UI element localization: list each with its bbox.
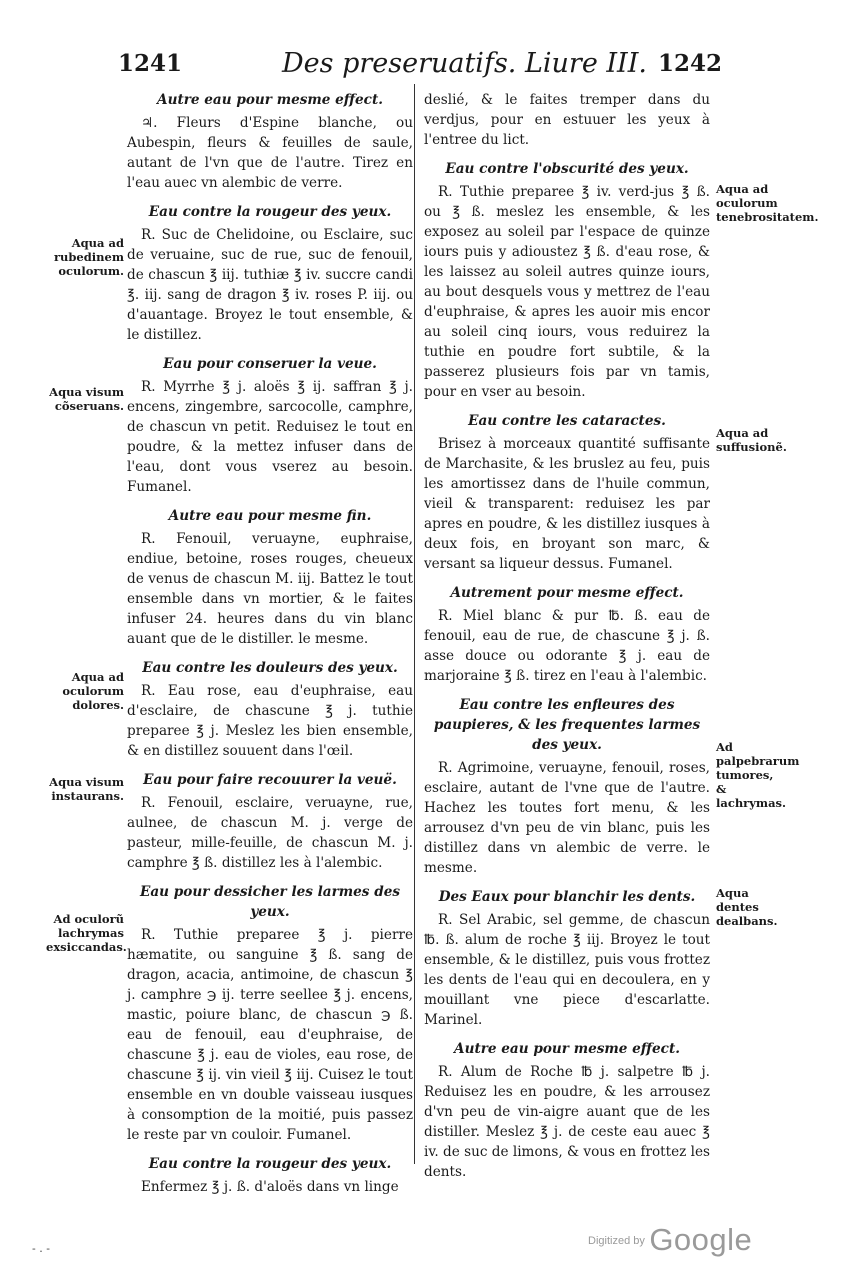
section-text: R. Suc de Chelidoine, ou Esclaire, suc de veruaine, suc de rue, suc de fenouil, de chascun ℥ iij. tuthiæ ℥ iv. succre candi ℥. iij. sang de dragon ℥ iv. roses P. iij. ou d'auantage. Broyez le tout ensemble, & le distillez. (127, 227, 413, 343)
margin-note-right: Ad palpebrarum tumores, & lachrymas. (716, 740, 800, 810)
page-number-left: 1241 (118, 50, 183, 77)
section-heading: Des Eaux pour blanchir les dents. (438, 889, 696, 905)
section-text: R. Fenouil, esclaire, veruayne, rue, aulnee, de chascun M. j. verge de pasteur, mille-feuille, de chascun M. j. camphre ℥ ß. distillez les à l'alembic. (127, 795, 413, 871)
section-text: R. Alum de Roche ℔ j. salpetre ℔ j. Reduisez les en poudre, & les arrousez d'vn peu de vin-aigre auant que de les distiller. Meslez ℥ j. de ceste eau auec ℥ iv. de suc de limons, & vous en frottez les dents. (424, 1064, 710, 1180)
section-text: Enfermez ℥ j. ß. d'aloës dans vn linge (141, 1179, 399, 1195)
section-heading: Eau contre les enfleures des paupieres, & les frequentes larmes des yeux. (433, 697, 701, 753)
section-heading: Autre eau pour mesme effect. (157, 92, 383, 108)
section (424, 583, 710, 686)
watermark-small-text: Digitized by (588, 1235, 645, 1247)
section (127, 354, 413, 497)
margin-note-left: Ad oculorũ lachrymas exsiccandas. (46, 912, 127, 954)
section-continuation (424, 90, 710, 150)
section-heading: Autre eau pour mesme fin. (168, 508, 372, 524)
section (424, 411, 710, 574)
section (127, 506, 413, 649)
margin-note-left: Aqua ad rubedinem oculorum. (53, 236, 124, 278)
section-heading: Eau pour conseruer la veue. (163, 356, 377, 372)
section-heading: Eau pour dessicher les larmes des yeux. (139, 884, 401, 920)
section-text: deslié, & le faites tremper dans du verdjus, pour en estuuer les yeux à l'entree du lict. (424, 92, 710, 148)
margin-note-left: Aqua ad oculorum dolores. (62, 670, 124, 712)
section-heading: Autrement pour mesme effect. (450, 585, 684, 601)
running-title: Des preseruatifs. Liure III. (282, 48, 647, 79)
section-text: R. Eau rose, eau d'euphraise, eau d'esclaire, de chascune ℥ j. tuthie preparee ℥ j. Meslez les bien ensemble, & en distillez souuent dans l'œil. (127, 683, 413, 759)
right-column (424, 90, 710, 1191)
section-text: R. Tuthie preparee ℥ iv. verd-jus ℥ ß. ou ℥ ß. meslez les ensemble, & les exposez au soleil par l'espace de quinze iours puis y adioustez ℥ ß. d'eau rose, & les laissez au soleil autres quinze iours, au bout desquels vous y mettrez de l'eau d'euphraise, & apres les auoir mis encor au soleil cinq iours, vous reduirez la tuthie en poudre fort subtile, & la passerez plusieurs fois par vn tamis, pour en vser au besoin. (424, 184, 710, 400)
section (127, 202, 413, 345)
section (424, 887, 710, 1030)
footer-mark: - . - (32, 1242, 50, 1255)
section-text: R. Fenouil, veruayne, euphraise, endiue, betoine, roses rouges, cheueux de venus de chascun M. iij. Battez le tout ensemble dans vn mortier, & le faites infuser 24. heures dans du vin blanc auant que de le distiller. le mesme. (127, 531, 413, 647)
digitized-watermark (588, 1222, 752, 1258)
section (424, 1039, 710, 1182)
margin-note-right: Aqua ad suffusionẽ. (716, 426, 787, 454)
section-heading: Eau contre la rougeur des yeux. (148, 204, 392, 220)
section-heading: Eau contre les douleurs des yeux. (142, 660, 398, 676)
section (127, 90, 413, 193)
section (127, 1154, 413, 1197)
section-text: R. Myrrhe ℥ j. aloës ℥ ij. saffran ℥ j. encens, zingembre, sarcocolle, camphre, de chascun vn petit. Reduisez le tout en poudre, & la mettez infuser dans de l'eau, dont vous vserez au besoin. Fumanel. (127, 379, 413, 495)
section-text: Brisez à morceaux quantité suffisante de Marchasite, & les bruslez au feu, puis les amortissez dans de l'huile commun, vieil & transparent: reduisez les par apres en poudre, & les distillez iusques à deux fois, en broyant son marc, & versant sa liqueur dessus. Fumanel. (424, 436, 710, 572)
section-heading: Autre eau pour mesme effect. (454, 1041, 680, 1057)
section-heading: Eau contre les cataractes. (468, 413, 666, 429)
section-text: R. Agrimoine, veruayne, fenouil, roses, esclaire, autant de l'vne que de l'autre. Hachez les toutes fort menu, & les arrousez d'vn peu de vin blanc, puis les distillez dans vn alembic de verre. le mesme. (424, 760, 710, 876)
left-column (127, 90, 413, 1206)
section (127, 770, 413, 873)
section (127, 658, 413, 761)
section-heading: Eau contre l'obscurité des yeux. (445, 161, 689, 177)
section (127, 882, 413, 1145)
section-text: R. Sel Arabic, sel gemme, de chascun ℔. ß. alum de roche ℥ iij. Broyez le tout ensemble, & le distillez, puis vous frottez les dents de l'eau qui en decoulera, en y mouillant vne piece d'escarlatte. Marinel. (424, 912, 710, 1028)
google-logo: Google (649, 1222, 753, 1257)
section-heading: Eau pour faire recouurer la veuë. (143, 772, 397, 788)
section-text: R. Miel blanc & pur ℔. ß. eau de fenouil, eau de rue, de chascune ℥ j. ß. asse douce ou odorante ℥ j. eau de marjoraine ℥ ß. tirez en l'eau à l'alembic. (424, 608, 710, 684)
margin-note-left: Aqua visum instaurans. (49, 775, 124, 803)
section-text: ♃. Fleurs d'Espine blanche, ou Aubespin, fleurs & feuilles de saule, autant de l'vn que de l'autre. Tirez en l'eau auec vn alembic de verre. (127, 115, 413, 191)
section (424, 159, 710, 402)
margin-note-right: Aqua dentes dealbans. (716, 886, 778, 928)
section-text: R. Tuthie preparee ℥ j. pierre hæmatite, ou sanguine ℥ ß. sang de dragon, acacia, antimoine, de chascun ℥ j. camphre ℈ ij. terre seellee ℥ j. encens, mastic, poiure blanc, de chascun ℈ ß. eau de fenouil, eau d'euphraise, de chascune ℥ j. eau de violes, eau rose, de chascune ℥ ij. vin vieil ℥ iij. Cuisez le tout ensemble en vn double vaisseau iusques à consomption de la moitié, puis passez le reste par vn couloir. Fumanel. (127, 927, 413, 1143)
column-divider (414, 84, 415, 1164)
margin-note-left: Aqua visum cõseruans. (49, 385, 124, 413)
page-number-right: 1242 (658, 50, 723, 77)
section-heading: Eau contre la rougeur des yeux. (148, 1156, 392, 1172)
margin-note-right: Aqua ad oculorum tenebrositatem. (716, 182, 819, 224)
section (424, 695, 710, 878)
